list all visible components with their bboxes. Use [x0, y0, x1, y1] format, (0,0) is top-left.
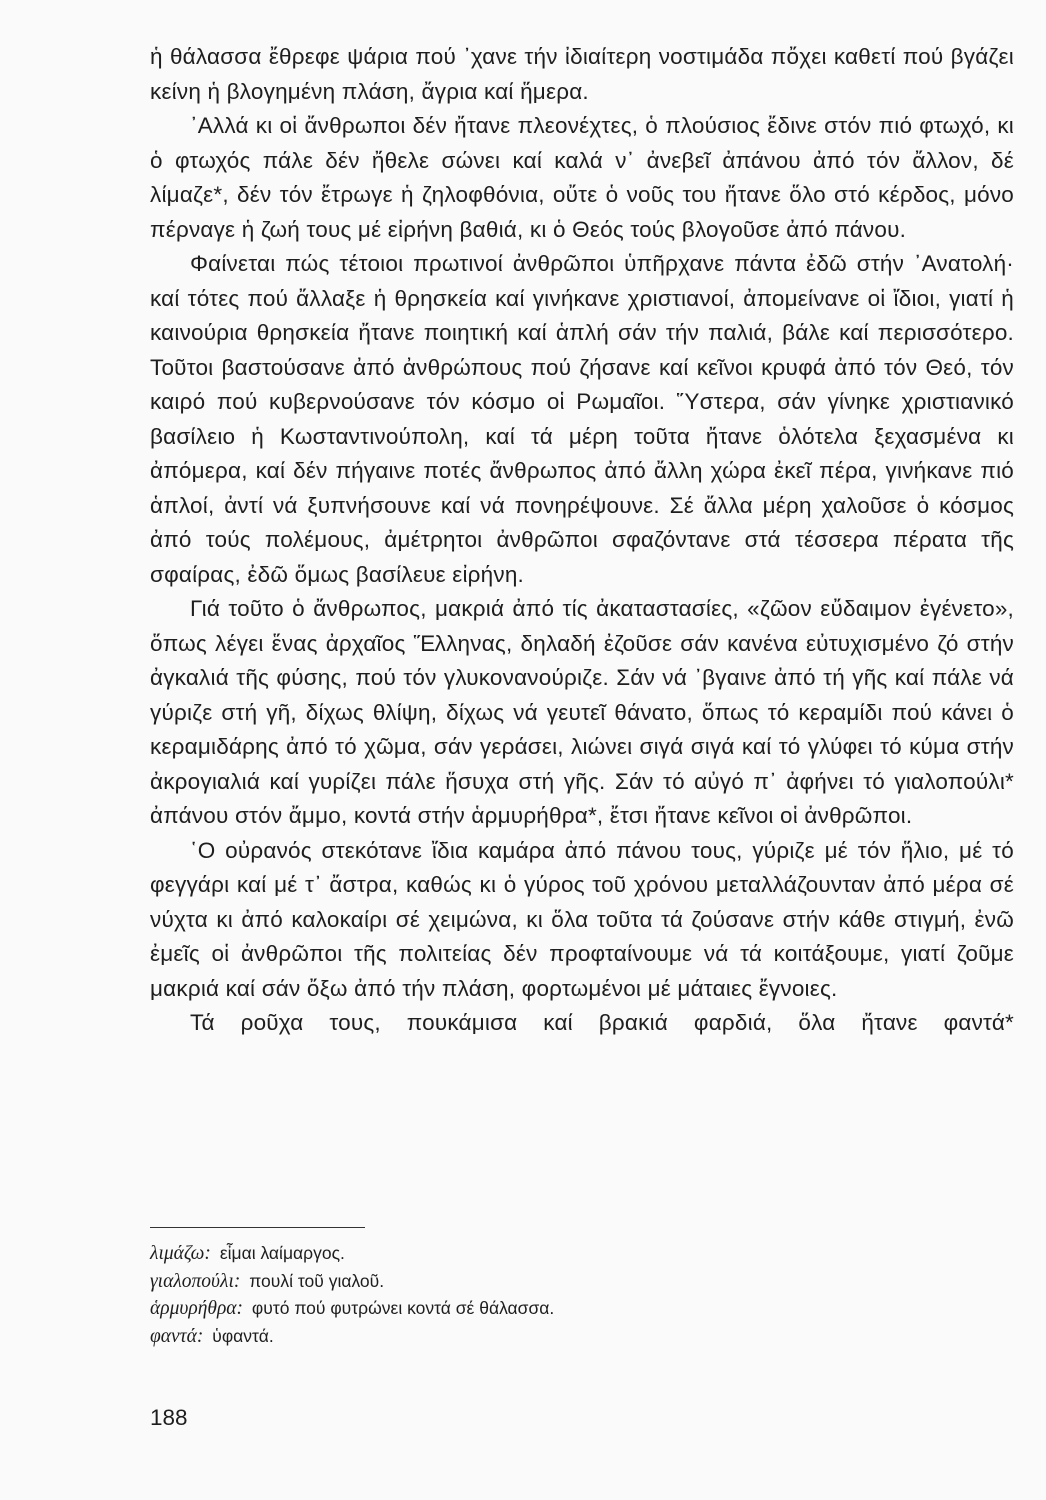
footnote-term: γιαλοπούλι:: [150, 1270, 241, 1292]
page-body: [150, 40, 1014, 1041]
footnote-definition: ὑφαντά.: [212, 1325, 274, 1346]
paragraph-continues-next-page: Τά ροῦχα τους, πουκάμισα καί βρακιά φαρδιά, ὅλα ἤτανε φαντά*: [190, 1010, 1014, 1035]
footnote-term: φαντά:: [150, 1325, 204, 1347]
footnote: [150, 1268, 1014, 1296]
footnote-definition: πουλί τοῦ γιαλοῦ.: [249, 1270, 385, 1291]
footnote-term: λιμάζω:: [150, 1243, 211, 1264]
footnote: [150, 1240, 1014, 1268]
paragraph: ῾Ο οὐρανός στεκότανε ἴδια καμάρα ἀπό πάνου τους, γύριζε μέ τόν ἥλιο, μέ τό φεγγάρι καί μέ τ᾽ ἄστρα, καθώς κι ὁ γύρος τοῦ χρόνου μεταλλάζουνταν ἀπό μέρα σέ νύχτα κι ἀπό καλοκαίρι σέ χειμώνα, κι ὅλα τοῦτα τά ζούσανε στήν κάθε στιγμή, ἐνῶ ἐμεῖς οἱ ἀνθρῶποι τῆς πολιτείας δέν προφταίνουμε νά τά κοιτάξουμε, γιατί ζοῦμε μακριά καί σάν ὄξω ἀπό τήν πλάση, φορτωμένοι μέ μάταιες ἔγνοιες.: [150, 837, 1014, 1001]
footnote-divider: [150, 1227, 365, 1228]
footnote-definition: εἶμαι λαίμαργος.: [219, 1243, 345, 1263]
paragraph-continuation: ἡ θάλασσα ἔθρεφε ψάρια πού ᾽χανε τήν ἰδιαίτερη νοστιμάδα πὄχει καθετί πού βγάζει κείνη ἡ βλογημένη πλάση, ἄγρια καί ἥμερα.: [150, 44, 1014, 104]
paragraph: Γιά τοῦτο ὁ ἄνθρωπος, μακριά ἀπό τίς ἀκαταστασίες, «ζῶον εὔδαιμον ἐγένετο», ὅπως λέγει ἕνας ἀρχαῖος Ἕλληνας, δηλαδή ἐζοῦσε σάν κανένα εὐτυχισμένο ζό στήν ἀγκαλιά τῆς φύσης, πού τόν γλυκονανούριζε. Σάν νά ᾽βγαινε ἀπό τή γῆς καί πάλε νά γύριζε στή γῆ, δίχως θλίψη, δίχως νά γευτεῖ θάνατο, ὅπως τό κεραμίδι πού κάνει ὁ κεραμιδάρης ἀπό τό χῶμα, σάν γεράσει, λιώνει σιγά σιγά καί τό γλύφει τό κύμα στήν ἀκρογιαλιά καί γυρίζει πάλε ἥσυχα στή γῆς. Σάν τό αὐγό π᾽ ἀφήνει τό γιαλοπούλι* ἀπάνου στόν ἄμμο, κοντά στήν ἁρμυρήθρα*, ἔτσι ἤτανε κεῖνοι οἱ ἀνθρῶποι.: [150, 596, 1014, 828]
footnote: [150, 1295, 1014, 1323]
paragraph: Φαίνεται πώς τέτοιοι πρωτινοί ἀνθρῶποι ὑπῆρχανε πάντα ἐδῶ στήν ᾽Ανατολή· καί τότες πού ἄλλαξε ἡ θρησκεία καί γινήκανε χριστιανοί, ἀπομείνανε οἱ ἴδιοι, γιατί ἡ καινούρια θρησκεία ἤτανε ποιητική καί ἁπλή σάν τήν παλιά, βάλε καί περισσότερο. Τοῦτοι βαστούσανε ἀπό ἀνθρώπους πού ζήσανε καί κεῖνοι κρυφά ἀπό τόν Θεό, τόν καιρό πού κυβερνούσανε τόν κόσμο οἱ Ρωμαῖοι. Ὕστερα, σάν γίνηκε χριστιανικό βασίλειο ἡ Κωσταντινούπολη, καί τά μέρη τοῦτα ἤτανε ὁλότελα ξεχασμένα κι ἀπόμερα, καί δέν πήγαινε ποτές ἄνθρωπος ἀπό ἄλλη χώρα ἐκεῖ πέρα, γινήκανε πιό ἁπλοί, ἀντί νά ξυπνήσουνε καί νά πονηρέψουνε. Σέ ἄλλα μέρη χαλοῦσε ὁ κόσμος ἀπό τούς πολέμους, ἀμέτρητοι ἀνθρῶποι σφαζόντανε στά τέσσερα πέρατα τῆς σφαίρας, ἐδῶ ὅμως βασίλευε εἰρήνη.: [150, 251, 1014, 587]
footnote-term: ἁρμυρήθρα:: [150, 1298, 244, 1319]
page-number: 188: [150, 1405, 188, 1430]
footnote-definition: φυτό πού φυτρώνει κοντά σέ θάλασσα.: [251, 1298, 555, 1318]
footnote: [150, 1323, 1014, 1351]
footnotes: [150, 1240, 1014, 1350]
paragraph: ᾽Αλλά κι οἱ ἄνθρωποι δέν ἤτανε πλεονέχτες, ὁ πλούσιος ἔδινε στόν πιό φτωχό, κι ὁ φτωχός πάλε δέν ἤθελε σώνει καί καλά ν᾽ ἀνεβεῖ ἀπάνου ἀπό τόν ἄλλον, δέ λίμαζε*, δέν τόν ἔτρωγε ἡ ζηλοφθόνια, οὔτε ὁ νοῦς του ἤτανε ὅλο στό κέρδος, μόνο πέρναγε ἡ ζωή τους μέ εἰρήνη βαθιά, κι ὁ Θεός τούς βλογοῦσε ἀπό πάνου.: [150, 113, 1014, 242]
